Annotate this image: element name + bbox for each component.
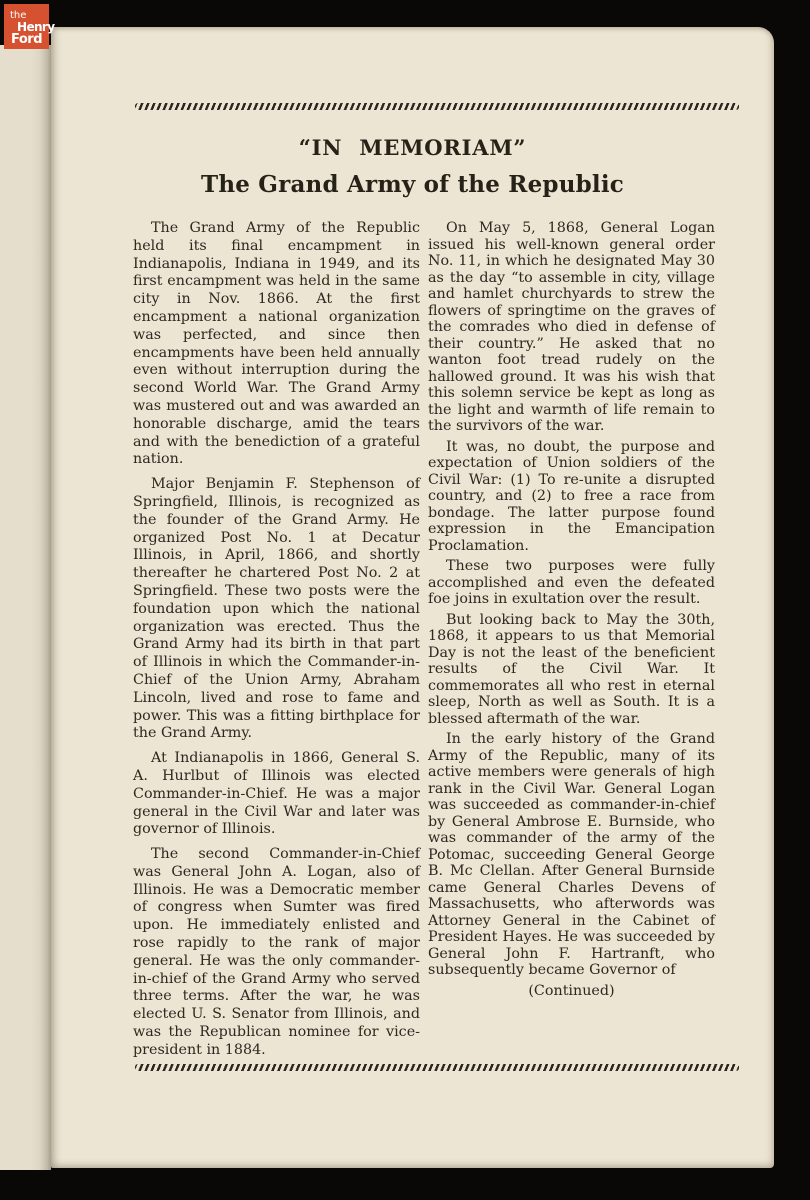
logo-text-the: the [10, 10, 27, 21]
column-right [428, 220, 715, 1067]
paragraph: At Indianapolis in 1866, General S. A. Hurlbut of Illinois was elected Commander-in-Chief. He was a major general in the Civil War and later was governor of Illinois. [133, 750, 420, 838]
decorative-rope-rule-bottom [135, 1064, 739, 1071]
article-body [133, 220, 715, 1067]
paragraph: These two purposes were fully accomplished and even the defeated foe joins in exultation over the result. [428, 558, 715, 607]
paragraph: Major Benjamin F. Stephenson of Springfield, Illinois, is recognized as the founder of the Grand Army. He organized Post No. 1 at Decatur Illinois, in April, 1866, and shortly thereafter he chartered Post No. 2 at Springfield. These two posts were the foundation upon which the national organization was erected. Thus the Grand Army had its birth in that part of Illinois in which the Commander-in-Chief of the Union Army, Abraham Lincoln, lived and rose to fame and power. This was a fitting birthplace for the Grand Army. [133, 476, 420, 742]
continued-note: (Continued) [528, 982, 615, 999]
henry-ford-logo [4, 4, 55, 49]
underlying-page-edge [0, 45, 51, 1170]
paragraph: But looking back to May the 30th, 1868, it appears to us that Memorial Day is not the least of the beneficient results of the Civil War. It commemorates all who rest in eternal sleep, North as well as South. It is a blessed aftermath of the war. [428, 611, 715, 727]
logo-text-henry: Henry [17, 20, 55, 34]
decorative-rope-rule-top [135, 103, 739, 110]
paragraph: In the early history of the Grand Army of the Republic, many of its active members were generals of high rank in the Civil War. General Logan was succeeded as commander-in-chief by General Ambrose E. Burnside, who was commander of the army of the Potomac, succeeding General George B. Mc Clellan. After General Burnside came General Charles Devens of Massachusetts, who afterwords was Attorney General in the Cabinet of President Hayes. He was succeeded by General John F. Hartranft, who subsequently became Governor of [428, 731, 715, 978]
document-page [51, 27, 774, 1168]
article-title: “IN MEMORIAM” [298, 135, 527, 160]
column-left [133, 220, 420, 1067]
logo-text-ford: Ford [11, 32, 43, 47]
paragraph: The Grand Army of the Republic held its final encampment in Indianapolis, Indiana in 1949, and its first encampment was held in the same city in Nov. 1866. At the first encampment a national organization was perfected, and since then encampments have been held annually even without interruption during the second World War. The Grand Army was mustered out and was awarded an honorable discharge, amid the tears and with the benediction of a grateful nation. [133, 220, 420, 468]
article-subtitle: The Grand Army of the Republic [201, 171, 624, 198]
paragraph: On May 5, 1868, General Logan issued his well-known general order No. 11, in which he designated May 30 as the day “to assemble in city, village and hamlet churchyards to strew the flowers of springtime on the graves of the comrades who died in defense of their country.” He asked that no wanton foot tread rudely on the hallowed ground. It was his wish that this solemn service be kept as long as the light and warmth of life remain to the survivors of the war. [428, 220, 715, 434]
paragraph: The second Commander-in-Chief was General John A. Logan, also of Illinois. He was a Democratic member of congress when Sumter was fired upon. He immediately enlisted and rose rapidly to the rank of major general. He was the only commander-in-chief of the Grand Army who served three terms. After the war, he was elected U. S. Senator from Illinois, and was the Republican nominee for vice-president in 1884. [133, 846, 420, 1058]
paragraph: It was, no doubt, the purpose and expectation of Union soldiers of the Civil War: (1) To re-unite a disrupted country, and (2) to free a race from bondage. The latter purpose found expression in the Emancipation Proclamation. [428, 438, 715, 554]
